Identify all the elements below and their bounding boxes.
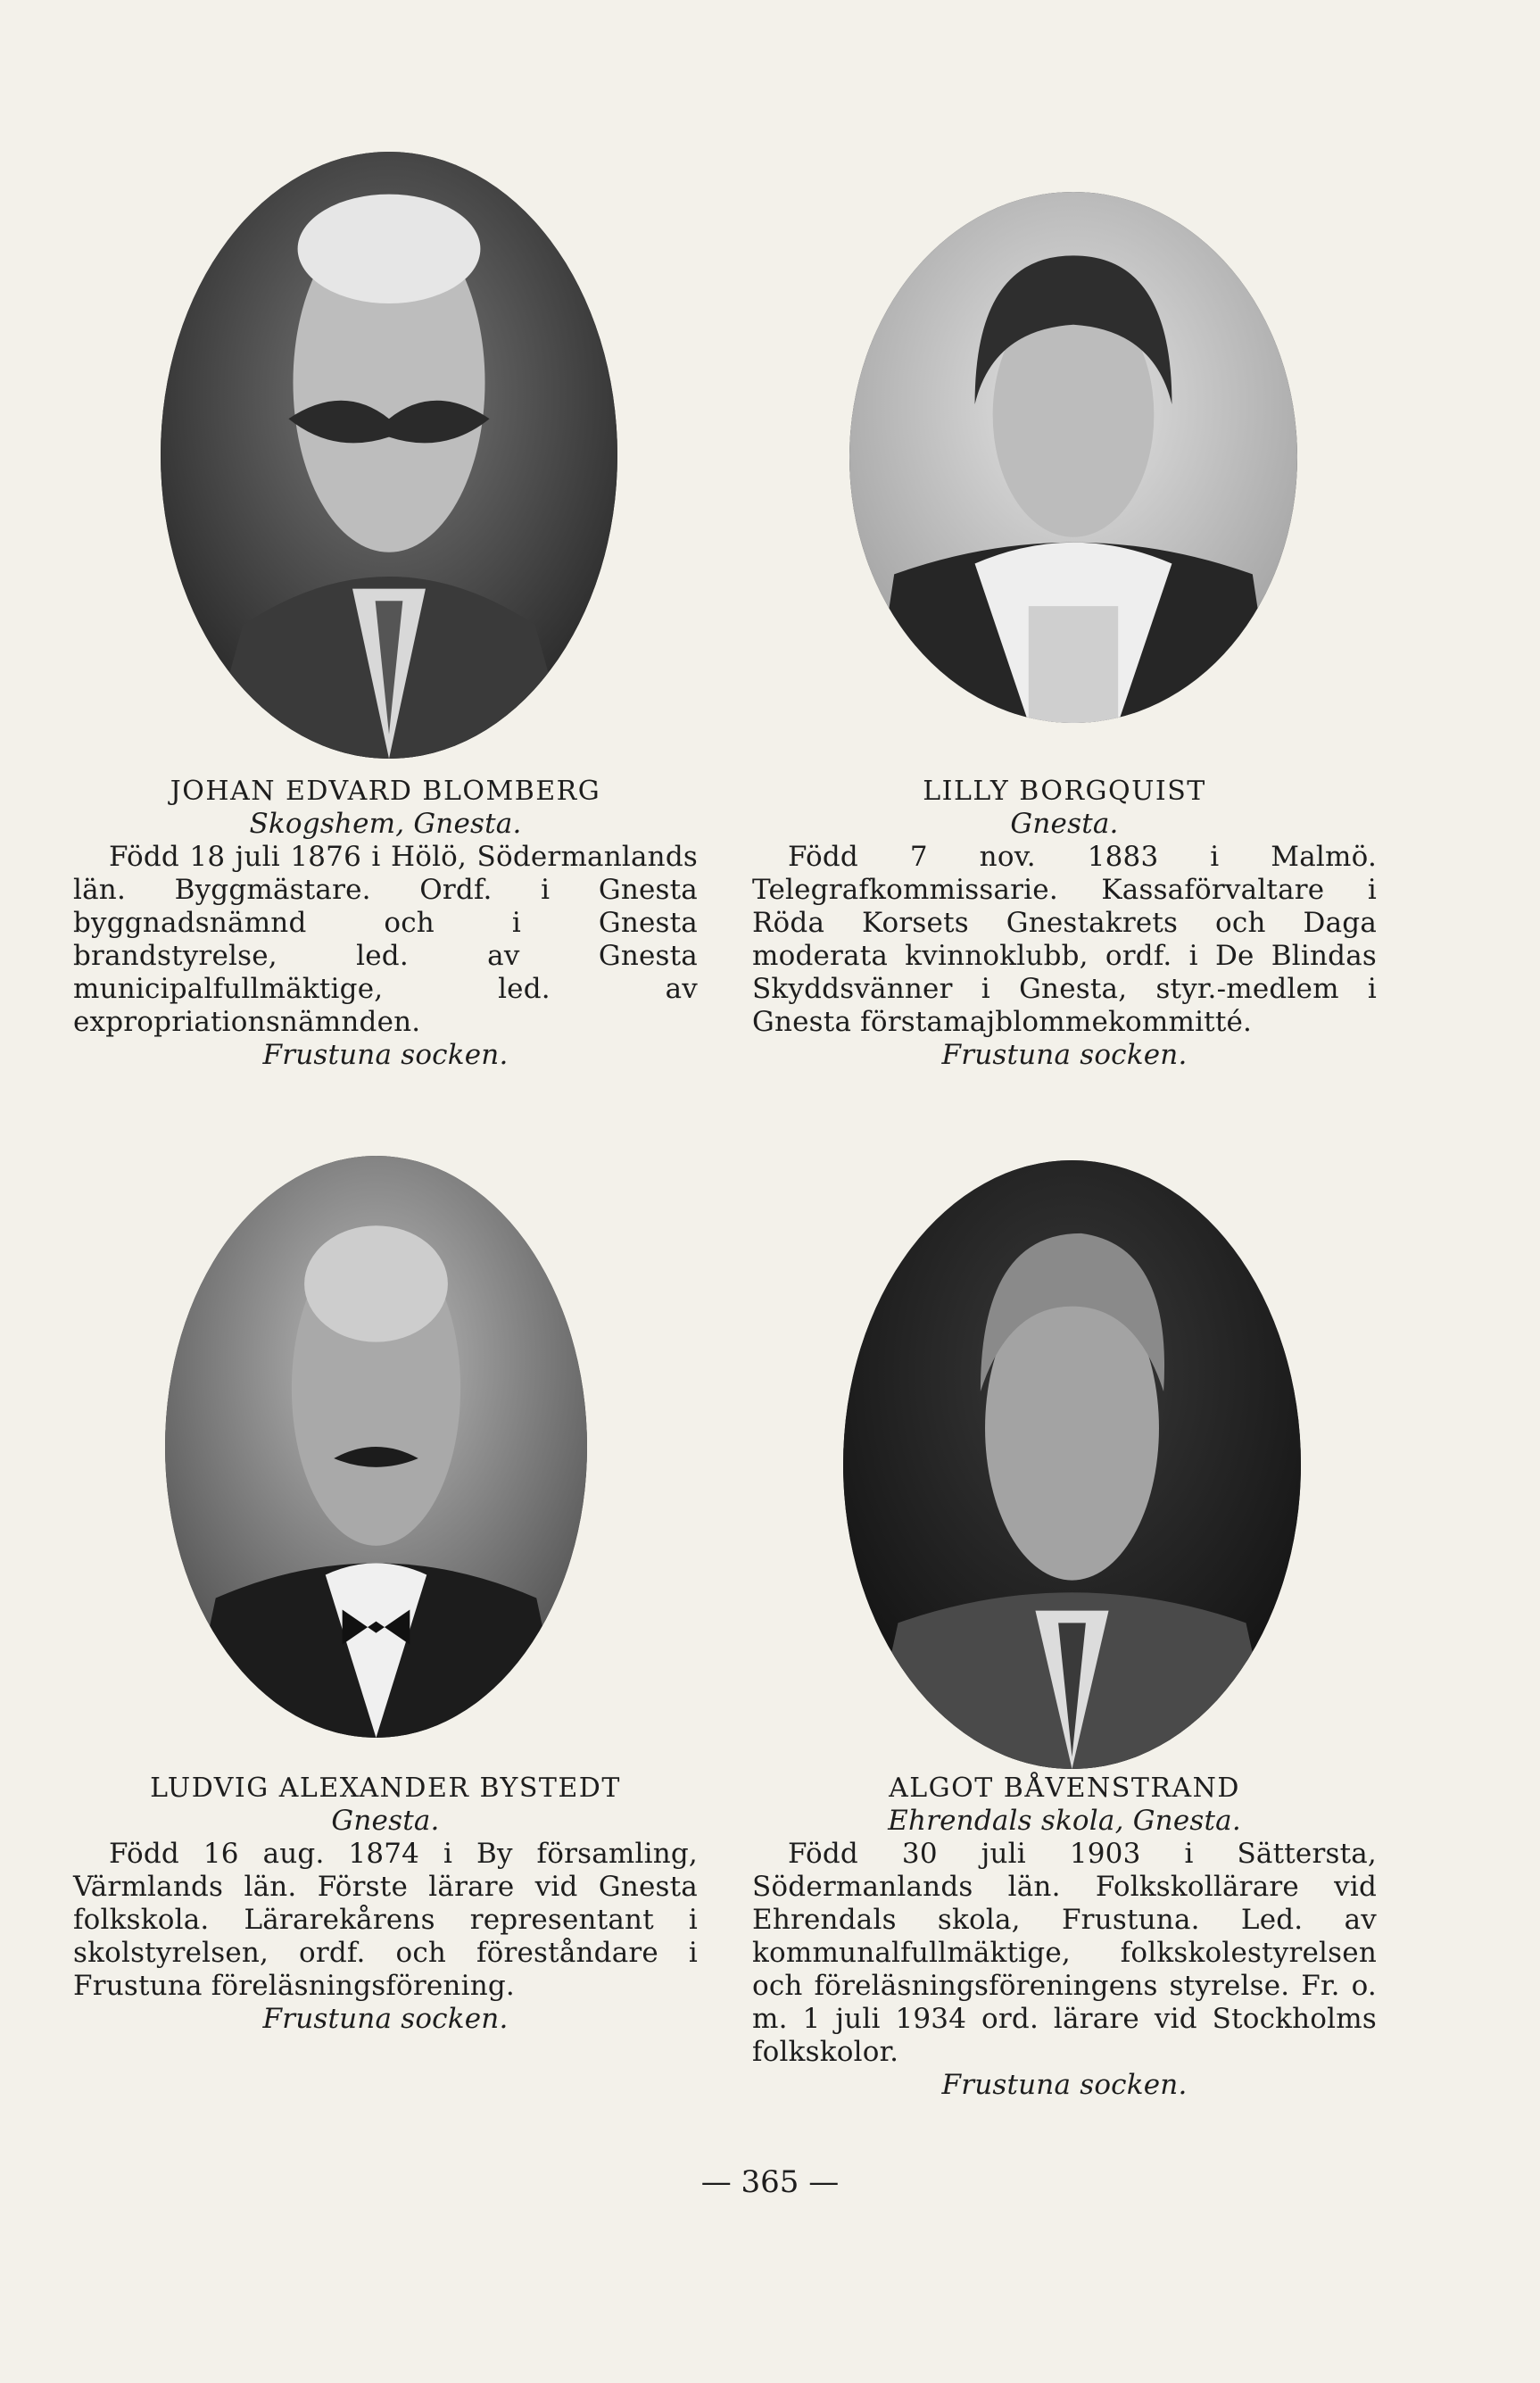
- person-name: LILLY BORGQUIST: [923, 776, 1206, 807]
- portrait-algot-bavenstrand: [843, 1160, 1301, 1769]
- person-parish: Frustuna socken.: [262, 1039, 509, 1071]
- portrait-lilly-borgquist: [849, 192, 1297, 723]
- portrait-photo: [161, 152, 617, 759]
- portrait-ludvig-alexander-bystedt: [165, 1156, 587, 1738]
- person-name: ALGOT BÅVENSTRAND: [889, 1773, 1240, 1804]
- person-biography: Född 7 nov. 1883 i Malmö. Telegrafkommissarie. Kassaförvaltare i Röda Korsets Gnestakrets och Daga moderata kvinnoklubb, ordf. i De Blindas Skyddsvänner i Gnesta, styr.-medlem i Gnesta förstamajblommekommitté.: [752, 841, 1377, 1038]
- portrait-photo: [843, 1160, 1301, 1769]
- person-residence: Skogshem, Gnesta.: [249, 808, 522, 840]
- page-number: — 365 —: [700, 2164, 840, 2200]
- caption-algot-bavenstrand: [752, 1772, 1377, 2102]
- person-name: LUDVIG ALEXANDER BYSTEDT: [150, 1773, 621, 1804]
- person-residence: Gnesta.: [331, 1805, 440, 1837]
- person-biography: Född 30 juli 1903 i Sättersta, Södermanlands län. Folkskollärare vid Ehrendals skola, Frustuna. Led. av kommunalfullmäktige, folkskolestyrelsen och föreläsningsföreningens styrelse. Fr. o. m. 1 juli 1934 ord. lärare vid Stockholms folkskolor.: [752, 1838, 1377, 2068]
- portrait-photo: [165, 1156, 587, 1738]
- caption-johan-edvard-blomberg: [73, 775, 698, 1072]
- person-residence: Gnesta.: [1010, 808, 1119, 840]
- caption-ludvig-alexander-bystedt: [73, 1772, 698, 2036]
- person-parish: Frustuna socken.: [941, 1039, 1188, 1071]
- portrait-johan-edvard-blomberg: [161, 152, 617, 759]
- person-biography: Född 16 aug. 1874 i By församling, Värmlands län. Förste lärare vid Gnesta folkskola. Lärarekårens representant i skolstyrelsen, ordf. och föreståndare i Frustuna föreläsningsförening.: [73, 1838, 698, 2002]
- person-parish: Frustuna socken.: [941, 2069, 1188, 2101]
- person-name: JOHAN EDVARD BLOMBERG: [170, 776, 601, 807]
- portrait-photo: [849, 192, 1297, 723]
- person-parish: Frustuna socken.: [262, 2003, 509, 2035]
- person-biography: Född 18 juli 1876 i Hölö, Södermanlands län. Byggmästare. Ordf. i Gnesta byggnadsnämnd och i Gnesta brandstyrelse, led. av Gnesta municipalfullmäktige, led. av expropriationsnämnden.: [73, 841, 698, 1038]
- caption-lilly-borgquist: [752, 775, 1377, 1072]
- person-residence: Ehrendals skola, Gnesta.: [888, 1805, 1241, 1837]
